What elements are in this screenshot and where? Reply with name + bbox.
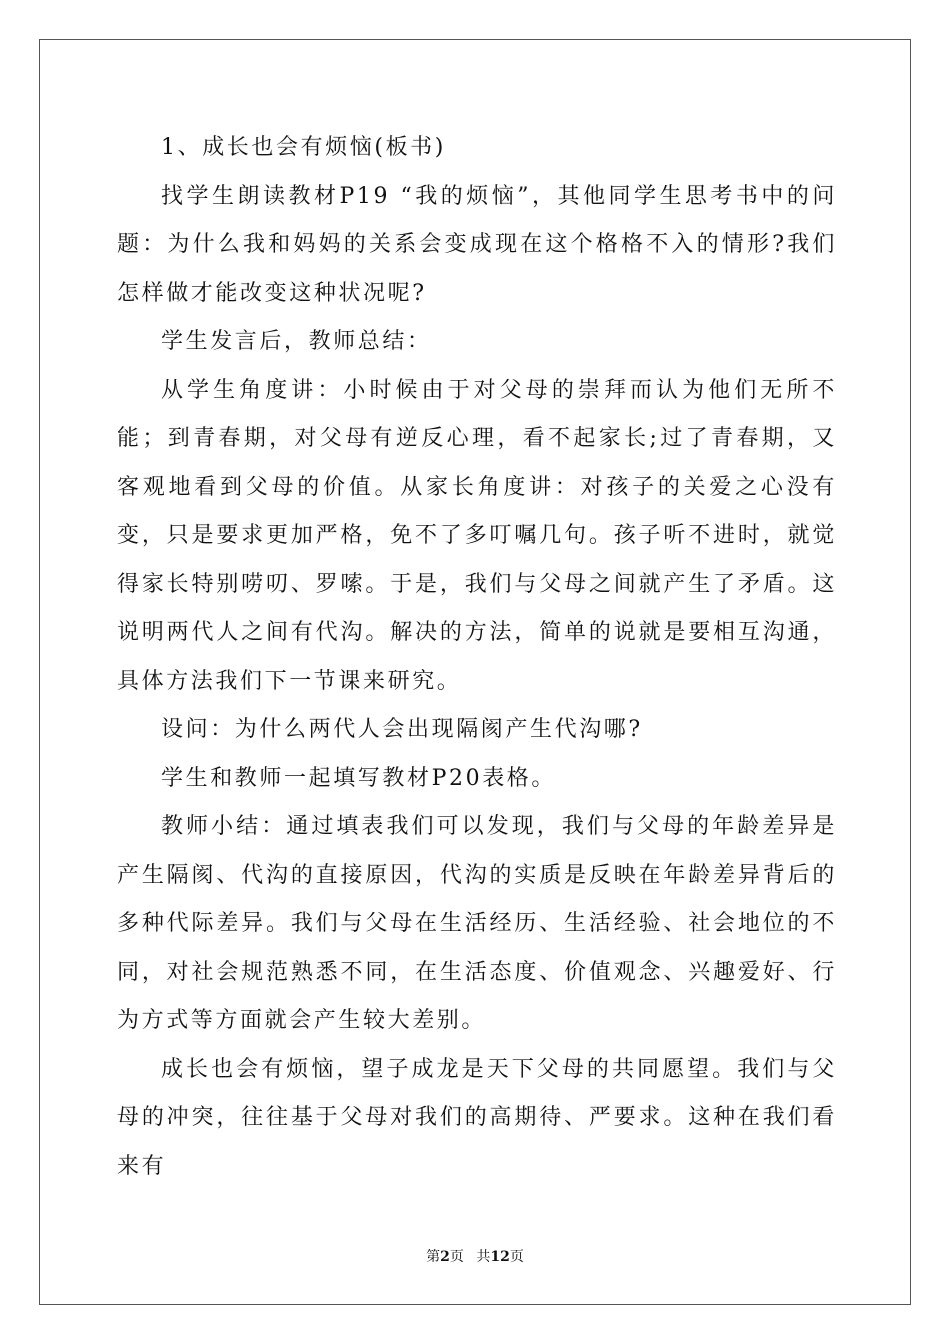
total-suffix: 页	[509, 1249, 524, 1265]
paragraph-fill-table: 学生和教师一起填写教材P20表格。	[161, 765, 556, 791]
page-footer	[0, 1246, 950, 1266]
paragraph-teacher-conclusion: 教师小结：通过填表我们可以发现，我们与父母的年龄差异是产生隔阂、代沟的直接原因，代沟的实质是反映在年龄差异背后的多种代际差异。我们与父母在生活经历、生活经验、社会地位的不同，对社会规范熟悉不同，在生活态度、价值观念、兴趣爱好、行为方式等方面就会产生较大差别。	[117, 814, 837, 1033]
page-suffix: 页	[449, 1249, 464, 1265]
paragraph-question: 设问：为什么两代人会出现隔阂产生代沟哪?	[161, 717, 643, 742]
total-prefix: 共	[476, 1249, 491, 1265]
paragraph-growth-worries: 成长也会有烦恼，望子成龙是天下父母的共同愿望。我们与父母的冲突，往往基于父母对我们的高期待、严要求。这种在我们看来有	[117, 1056, 837, 1179]
page-number: 2	[440, 1249, 450, 1265]
total-pages-indicator	[476, 1249, 523, 1265]
paragraph-heading: 1、成长也会有烦恼(板书)	[161, 135, 446, 160]
page-indicator	[426, 1249, 464, 1265]
page-prefix: 第	[426, 1249, 441, 1265]
paragraph-teacher-summary-intro: 学生发言后，教师总结：	[161, 329, 432, 354]
document-body	[117, 124, 837, 1191]
total-pages: 12	[490, 1249, 510, 1265]
paragraph-perspectives: 从学生角度讲：小时候由于对父母的崇拜而认为他们无所不能；到青春期，对父母有逆反心理，看不起家长;过了青春期，又客观地看到父母的价值。从家长角度讲：对孩子的关爱之心没有变，只是要求更加严格，免不了多叮嘱几句。孩子听不进时，就觉得家长特别唠叨、罗嗦。于是，我们与父母之间就产生了矛盾。这说明两代人之间有代沟。解决的方法，简单的说就是要相互沟通，具体方法我们下一节课来研究。	[117, 377, 837, 694]
paragraph-reading-task: 找学生朗读教材P19 “我的烦恼”，其他同学生思考书中的问题：为什么我和妈妈的关系会变成现在这个格格不入的情形?我们怎样做才能改变这种状况呢?	[117, 183, 837, 306]
